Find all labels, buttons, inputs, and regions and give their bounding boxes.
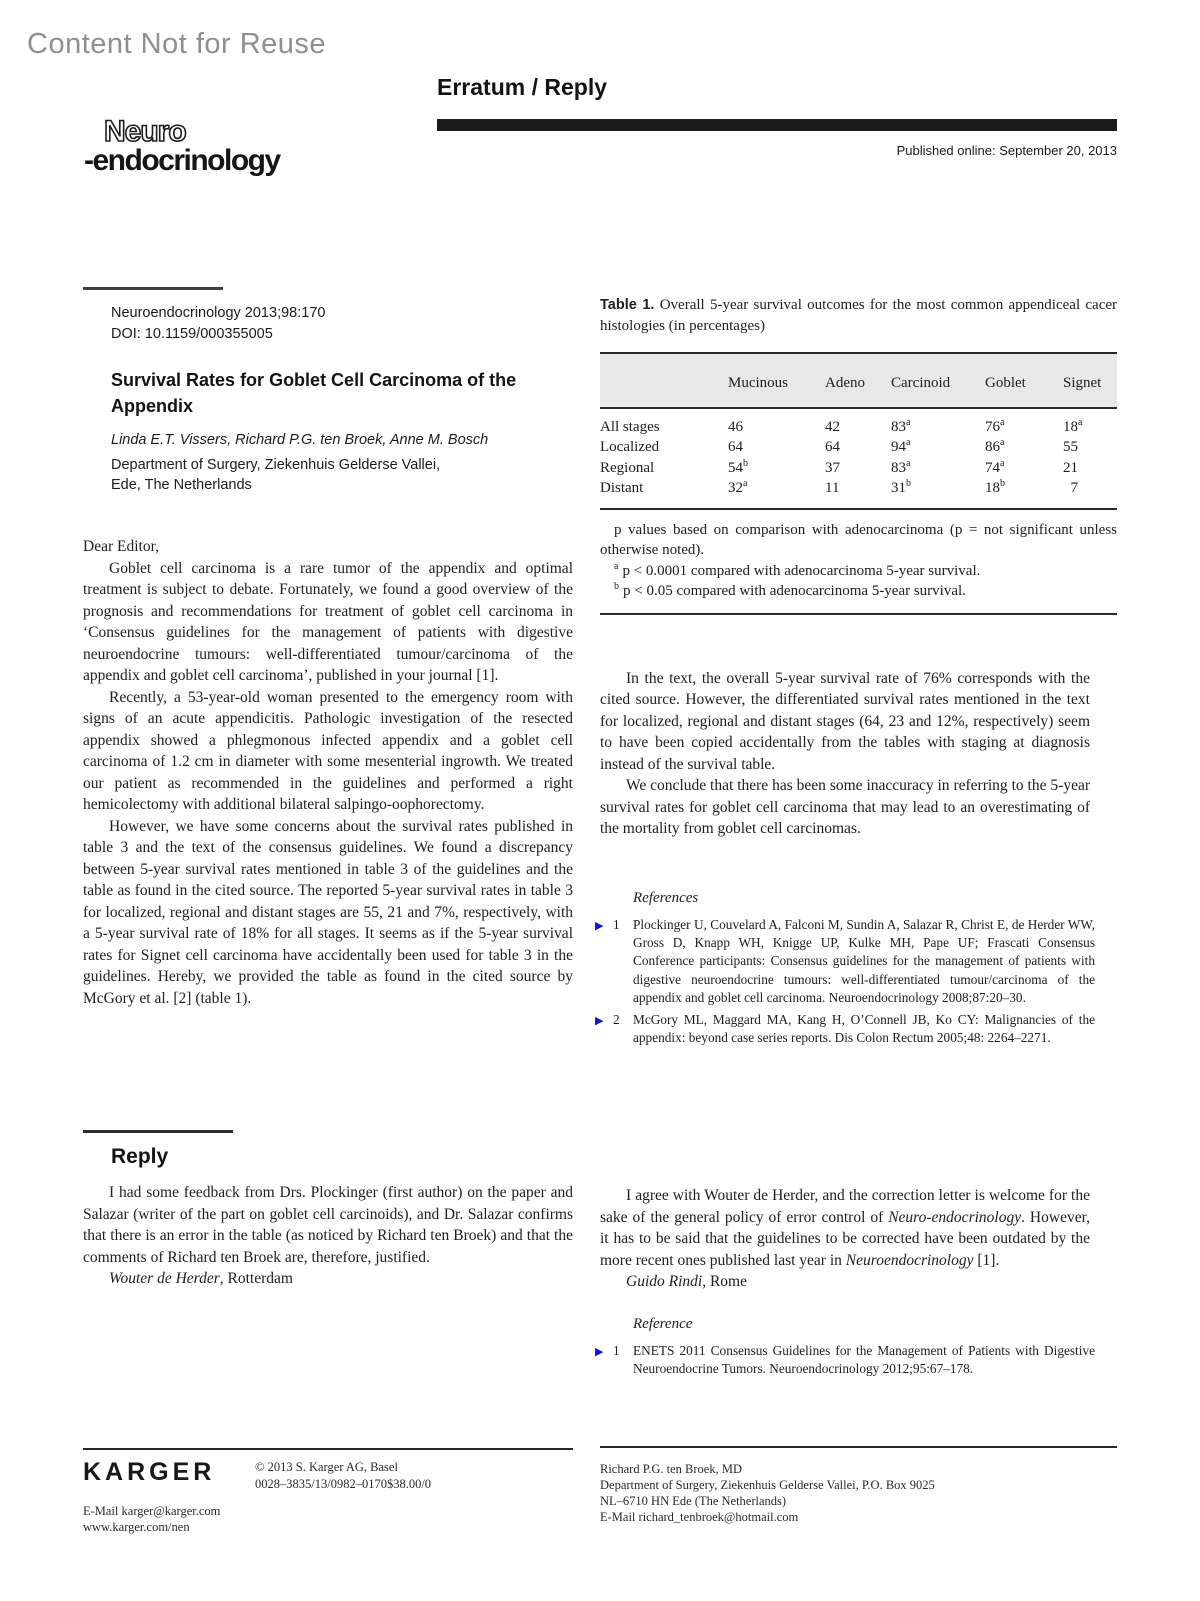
table1-cell: 74$^a$ — [985, 457, 1005, 476]
reference-marker-icon: ▶ — [595, 1344, 604, 1358]
table1-caption — [600, 295, 1117, 336]
reference-text: Plockinger U, Couvelard A, Falconi M, Sundin A, Salazar R, Christ E, de Herder WW, Gross D, Knapp WH, Knigge UP, Kulke MH, Pape UF; Frascati Consensus Conference participants: Consensus guidelines for the management of patients with digestive neuroendocrine tumours: well-differentiated tumour/carcinoma of the appendix and goblet cell carcinoma. Neuroendocrinology 2008;87:20–30. — [633, 916, 1095, 1006]
table1-cell: 55 — [1063, 439, 1078, 455]
table1-cell: 11 — [825, 480, 840, 496]
publisher-logo: KARGER — [83, 1458, 216, 1486]
reference-marker-icon: ▶ — [595, 1013, 604, 1027]
journal-logo-line1: Neuro — [104, 115, 186, 148]
table1-footnote-b: $^b$ p < 0.05 compared with adenocarcinoma 5-year survival. — [614, 581, 966, 599]
references-section — [595, 889, 1095, 1048]
table1-row — [600, 458, 1117, 479]
reply-response-paragraph: I agree with Wouter de Herder, and the correction letter is welcome for the sake of the general policy of error control of Neuro-endocrinology. However, it has to be said that the guidelines to be corrected have been outdated by the more recent ones published last year in Neuroendocrinology [1]. — [600, 1187, 1090, 1269]
table1-cell: 83$^a$ — [891, 416, 911, 435]
letter-paragraph: We conclude that there has been some inaccuracy in referring to the 5-year survival rates for goblet cell carcinoma that may lead to an overestimating of the mortality from goblet cell carcinomas. — [600, 777, 1090, 837]
reference-text: ENETS 2011 Consensus Guidelines for the Management of Patients with Digestive Neuroendocrine Tumors. Neuroendocrinology 2012;95:67–178. — [633, 1342, 1095, 1376]
correspondence-block — [600, 1461, 935, 1525]
table1-caption-label: Table 1. — [600, 297, 655, 313]
reply-rule — [83, 1130, 233, 1133]
citation-doi: DOI: 10.1159/000355005 — [111, 326, 273, 342]
reply-section — [83, 1130, 573, 1290]
affiliation-line2: Ede, The Netherlands — [111, 477, 252, 493]
reference-number: 2 — [613, 1011, 620, 1027]
table1-footnotes — [600, 510, 1117, 615]
issn-line: 0028–3835/13/0982–0170$38.00/0 — [255, 1477, 432, 1491]
table1-cell: 21 — [1063, 459, 1078, 476]
letter-paragraph: Goblet cell carcinoma is a rare tumor of the appendix and optimal treatment is subject to debate. Fortunately, we found a good overview of the prognosis and recommendations for treatment of goblet cell carcinoma in ‘Consensus guidelines for the management of patients with digestive neuroendocrine tumours: well-differentiated tumour/carcinoma of the appendix and goblet cell carcinoma’, published in your journal [1]. — [83, 559, 573, 684]
correspondence-address2: NL–6710 HN Ede (The Netherlands) — [600, 1494, 787, 1508]
table1-row-label: Regional — [600, 459, 655, 476]
article-affiliation — [111, 455, 573, 495]
published-online-date: Published online: September 20, 2013 — [896, 143, 1117, 158]
header-divider-bar — [437, 119, 1117, 131]
right-column — [595, 295, 1118, 1050]
reference-number: 1 — [613, 916, 620, 932]
table1-cell: 46 — [728, 418, 743, 435]
table1-stub-header — [600, 353, 728, 408]
table1-cell: 76$^a$ — [985, 416, 1005, 435]
letter-body — [83, 536, 573, 1009]
table1-cell: 37 — [825, 459, 840, 476]
correspondence-address1: Department of Surgery, Ziekenhuis Gelderse Vallei, P.O. Box 9025 — [600, 1478, 935, 1492]
footer-rule-left — [83, 1448, 573, 1450]
table1-footnote-a: $^a$ p < 0.0001 compared with adenocarcinoma 5-year survival. — [614, 560, 981, 579]
table1-column-header: Goblet — [985, 353, 1063, 408]
table1-row — [600, 437, 1117, 458]
reference-marker-icon: ▶ — [595, 918, 604, 932]
reply-response-section — [595, 1185, 1117, 1381]
table1-body — [600, 408, 1117, 509]
copyright-block — [255, 1459, 431, 1493]
table1-cell: 42 — [825, 418, 840, 435]
reference-number: 1 — [613, 1342, 620, 1358]
reply-signature-name: Wouter de Herder — [109, 1270, 220, 1287]
table1-column-header: Signet — [1063, 353, 1117, 408]
table1-row-label: Distant — [600, 480, 644, 496]
reference-item — [595, 1342, 1095, 1379]
table1-row-label: Localized — [600, 439, 660, 455]
table1-cell: 18$^b$ — [985, 478, 1005, 496]
publisher-email: E-Mail karger@karger.com — [83, 1504, 221, 1518]
article-title: Survival Rates for Goblet Cell Carcinoma of the Appendix — [111, 370, 517, 416]
table1-cell: 64 — [728, 439, 743, 455]
table1-cell: 64 — [825, 439, 840, 455]
table1-cell: 86$^a$ — [985, 437, 1005, 455]
correspondence-name: Richard P.G. ten Broek, MD — [600, 1462, 742, 1476]
table1-cell: 18$^a$ — [1063, 416, 1083, 435]
reply-signature-location: , Rotterdam — [219, 1270, 293, 1287]
table1-column-header: Adeno — [825, 353, 891, 408]
affiliation-line1: Department of Surgery, Ziekenhuis Gelderse Vallei, — [111, 457, 441, 473]
copyright-line: © 2013 S. Karger AG, Basel — [255, 1460, 398, 1474]
table1-column-header: Carcinoid — [891, 353, 985, 408]
table1-row-label: All stages — [600, 418, 660, 435]
reply-response-signature — [600, 1271, 1117, 1293]
article-masthead — [83, 287, 573, 495]
table1-header-row — [600, 353, 1117, 408]
article-authors: Linda E.T. Vissers, Richard P.G. ten Broek, Anne M. Bosch — [111, 432, 489, 448]
reply-signature — [83, 1268, 573, 1290]
reference-item — [595, 1011, 1095, 1048]
letter-paragraph: Recently, a 53-year-old woman presented to the emergency room with signs of an acute appendicitis. Pathologic investigation of the resected appendix showed a phlegmonous infected appendix and a goblet cell carcinoma of 1.2 cm in diameter with some mesenterial ingrowth. We treated our patient as recommended in the guidelines and performed a right hemicolectomy with additional bilateral salpingo-oophorectomy. — [83, 688, 573, 813]
table1-footnote-general: p values based on comparison with adenocarcinoma (p = not significant unless otherwise noted). — [600, 521, 1117, 558]
letter-paragraph: In the text, the overall 5-year survival rate of 76% corresponds with the cited source. However, the differentiated survival rates mentioned in the text for localized, regional and distant stages (64, 23 and 12%, respectively) seem to have been copied accidentally from the tables with staging at diagnosis instead of the survival table. — [600, 669, 1090, 773]
publisher-contact — [83, 1503, 220, 1535]
journal-logo-line2: -endocrinology — [84, 144, 280, 177]
correspondence-email: E-Mail richard_tenbroek@hotmail.com — [600, 1510, 799, 1524]
reference-item — [595, 916, 1095, 1008]
references-heading: References — [633, 889, 699, 906]
letter-body-continued — [600, 668, 1090, 840]
letter-salutation: Dear Editor, — [83, 538, 159, 555]
table1-caption-text: Overall 5-year survival outcomes for the most common appendiceal cacer histologies (in percentages) — [600, 297, 1118, 334]
table1-column-header: Mucinous — [728, 353, 825, 408]
table1-row — [600, 408, 1117, 438]
table1-row — [600, 478, 1117, 509]
reference-text: McGory ML, Maggard MA, Kang H, O’Connell JB, Ko CY: Malignancies of the appendix: beyond case series reports. Dis Colon Rectum 2005;48: 2264–2271. — [633, 1011, 1095, 1045]
footer-rule-right — [600, 1446, 1117, 1448]
table1-cell: 32$^a$ — [728, 478, 748, 496]
reply-reference-section — [595, 1315, 1095, 1379]
reply-response-signature-location: , Rome — [702, 1273, 747, 1290]
table1-cell: 54$^b$ — [728, 457, 748, 476]
letter-paragraph: However, we have some concerns about the survival rates published in table 3 and the text of the consensus guidelines. We found a discrepancy between 5-year survival rates mentioned in table 3 of the guidelines and the table as found in the cited source. The reported 5-year survival rates in table 3 for localized, regional and distant stages are 55, 21 and 7%, respectively, with a 5-year survival rate of 18% for all stages. It seems as if the 5-year survival rates for Signet cell carcinoma have accidentally been used for table 3 in the guidelines. Hereby, we provided the table as found in the cited source by McGory et al. [2] (table 1). — [83, 817, 573, 1007]
table1-cell: 94$^a$ — [891, 437, 911, 455]
watermark-text: Content Not for Reuse — [27, 28, 327, 60]
citation-journal: Neuroendocrinology 2013;98:170 — [111, 305, 326, 321]
journal-logo — [84, 115, 280, 177]
reply-heading: Reply — [111, 1145, 169, 1168]
masthead-rule — [83, 287, 223, 290]
reference-heading: Reference — [633, 1315, 693, 1332]
table1 — [600, 352, 1117, 510]
reply-response-signature-name: Guido Rindi — [626, 1273, 703, 1290]
table1-cell: 83$^a$ — [891, 457, 911, 476]
publisher-website: www.karger.com/nen — [83, 1520, 190, 1534]
section-label: Erratum / Reply — [437, 74, 607, 100]
reply-paragraph: I had some feedback from Drs. Plockinger (first author) on the paper and Salazar (writer of the part on goblet cell carcinoids), and Dr. Salazar confirms that there is an error in the table (as noticed by Richard ten Broek) and that the comments of Richard ten Broek are, therefore, justified. — [83, 1184, 573, 1266]
table1-cell: 7 — [1063, 480, 1078, 496]
table1-cell: 31$^b$ — [891, 478, 911, 496]
